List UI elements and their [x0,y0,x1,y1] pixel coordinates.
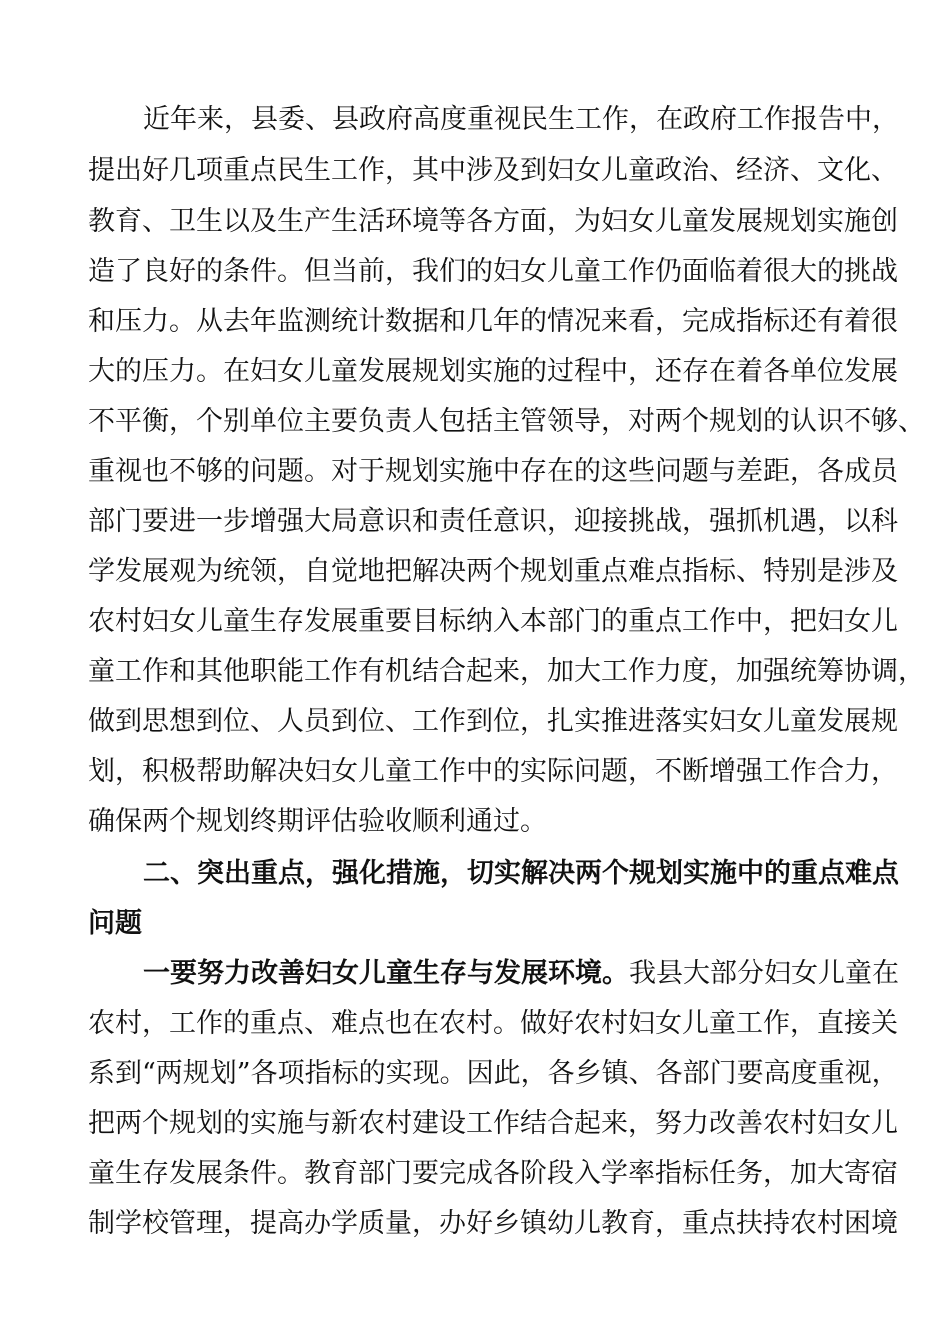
paragraph-line: 把两个规划的实施与新农村建设工作结合起来，努力改善农村妇女儿 [88,1108,898,1139]
paragraph-lead: 一要努力改善妇女儿童生存与发展环境。 [143,958,629,989]
paragraph-line: 不平衡，个别单位主要负责人包括主管领导，对两个规划的认识不够、 [88,406,925,437]
paragraph-line: 重视也不够的问题。对于规划实施中存在的这些问题与差距，各成员 [88,456,898,487]
section-heading: 问题 [88,908,142,939]
paragraph-line: 制学校管理，提高办学质量，办好乡镇幼儿教育，重点扶持农村困境 [88,1208,898,1239]
paragraph-line: 和压力。从去年监测统计数据和几年的情况来看，完成指标还有着很 [88,306,898,337]
paragraph-line: 大的压力。在妇女儿童发展规划实施的过程中，还存在着各单位发展 [88,356,898,387]
paragraph-line: 农村妇女儿童生存发展重要目标纳入本部门的重点工作中，把妇女儿 [88,606,898,637]
paragraph-line: 造了良好的条件。但当前，我们的妇女儿童工作仍面临着很大的挑战 [88,256,898,287]
paragraph-line [143,954,899,994]
paragraph-line: 童生存发展条件。教育部门要完成各阶段入学率指标任务，加大寄宿 [88,1158,898,1189]
section-heading: 二、突出重点，强化措施，切实解决两个规划实施中的重点难点 [143,858,899,889]
paragraph-line: 农村，工作的重点、难点也在农村。做好农村妇女儿童工作，直接关 [88,1008,898,1039]
paragraph-line: 部门要进一步增强大局意识和责任意识，迎接挑战，强抓机遇，以科 [88,506,898,537]
paragraph-text: 我县大部分妇女儿童在 [629,958,899,989]
paragraph-line: 划，积极帮助解决妇女儿童工作中的实际问题，不断增强工作合力， [88,756,898,787]
paragraph-line: 做到思想到位、人员到位、工作到位，扎实推进落实妇女儿童发展规 [88,706,898,737]
paragraph-line: 近年来，县委、县政府高度重视民生工作，在政府工作报告中， [143,104,899,135]
paragraph-line: 童工作和其他职能工作有机结合起来，加大工作力度，加强统筹协调， [88,656,925,687]
paragraph-line: 系到“两规划”各项指标的实现。因此，各乡镇、各部门要高度重视， [88,1058,899,1089]
paragraph-line: 教育、卫生以及生产生活环境等各方面，为妇女儿童发展规划实施创 [88,206,898,237]
paragraph-line: 提出好几项重点民生工作，其中涉及到妇女儿童政治、经济、文化、 [88,155,898,186]
paragraph-line: 确保两个规划终期评估验收顺利通过。 [88,806,547,837]
paragraph-line: 学发展观为统领，自觉地把解决两个规划重点难点指标、特别是涉及 [88,556,898,587]
